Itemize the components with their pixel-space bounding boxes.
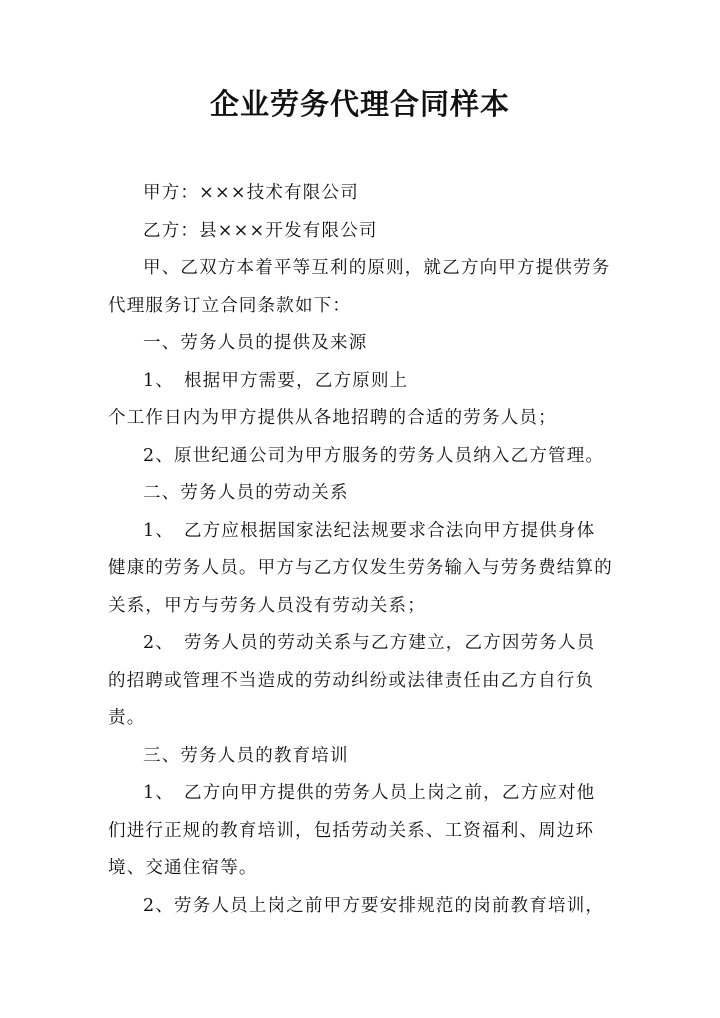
- document-title: 企业劳务代理合同样本: [209, 87, 510, 121]
- clause-3-1: 1、 乙方向甲方提供的劳务人员上岗之前，乙方应对他们进行正规的教育培训，包括劳动关系、工资福利、周边环境、交通住宿等。: [108, 783, 596, 878]
- clause-2-1: 1、 乙方应根据国家法纪法规要求合法向甲方提供身体健康的劳务人员。甲方与乙方仅发生劳务输入与劳务费结算的关系，甲方与劳务人员没有劳动关系；: [108, 520, 613, 616]
- section-heading-2: 二、劳务人员的劳动关系: [143, 483, 349, 503]
- section-heading-3: 三、劳务人员的教育培训: [143, 745, 349, 766]
- clause-2-2: 2、 劳务人员的劳动关系与乙方建立，乙方因劳务人员的招聘或管理不当造成的劳动纠纷或法律责任由乙方自行负责。: [108, 633, 596, 728]
- party-b-line: 乙方：县×××开发有限公司: [143, 220, 378, 241]
- clause-1-2: 2、原世纪通公司为甲方服务的劳务人员纳入乙方管理。: [143, 445, 605, 466]
- document-body: [108, 175, 613, 925]
- clause-1-1: 1、 根据甲方需要，乙方原则上: [143, 370, 409, 391]
- clause-3-2: 2、劳务人员上岗之前甲方要安排规范的岗前教育培训，: [143, 895, 605, 916]
- clause-1-1-continuation: 个工作日内为甲方提供从各地招聘的合适的劳务人员；: [108, 408, 557, 428]
- party-a-line: 甲方：×××技术有限公司: [143, 183, 359, 203]
- intro-paragraph: 甲、乙双方本着平等互利的原则，就乙方向甲方提供劳务代理服务订立合同条款如下：: [108, 258, 611, 316]
- section-heading-1: 一、劳务人员的提供及来源: [143, 333, 368, 353]
